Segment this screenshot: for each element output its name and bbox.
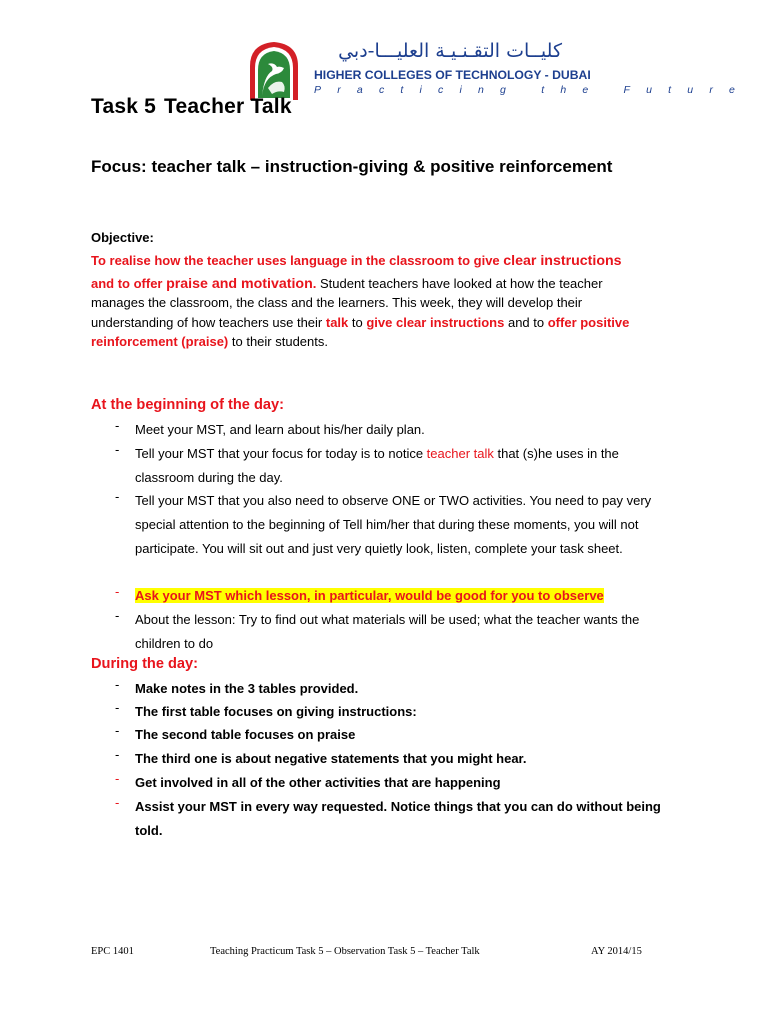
list-item-text: About the lesson: Try to find out what materials will be used; what the teacher wants the children to do bbox=[135, 612, 640, 651]
objective-text: . bbox=[312, 276, 320, 291]
bullet-dash: - bbox=[115, 677, 120, 692]
objective-text: Student teachers have looked at how the teacher bbox=[319, 276, 603, 291]
objective-text: understanding of how teachers use their bbox=[91, 315, 326, 330]
task-name: Teacher Talk bbox=[164, 95, 292, 118]
list-item-text: The third one is about negative statements that you might hear. bbox=[135, 751, 527, 766]
bullet-dash: - bbox=[115, 418, 120, 433]
objective-emphasis: offer positive bbox=[547, 315, 630, 330]
objective-emphasis: give clear instructions bbox=[366, 315, 505, 330]
objective-text: and to offer bbox=[91, 276, 167, 291]
objective-emphasis: clear instructions bbox=[503, 253, 622, 269]
section-heading-beginning: At the beginning of the day: bbox=[91, 397, 284, 413]
objective-emphasis: talk bbox=[325, 315, 349, 330]
list-item-text: Make notes in the 3 tables provided. bbox=[135, 681, 359, 696]
objective-emphasis: reinforcement (praise) bbox=[91, 334, 229, 349]
footer-academic-year: AY 2014/15 bbox=[591, 946, 642, 957]
objective-text: to bbox=[348, 315, 367, 330]
bullet-dash: - bbox=[115, 442, 120, 457]
bullet-dash: - bbox=[115, 723, 120, 738]
bullet-dash: - bbox=[115, 795, 120, 810]
footer-title: Teaching Practicum Task 5 – Observation Task 5 – Teacher Talk bbox=[210, 946, 480, 957]
objective-label: Objective: bbox=[91, 230, 154, 245]
list-item-text: Assist your MST in every way requested. Notice things that you can do without being told. bbox=[135, 799, 661, 838]
list-item-text: Meet your MST, and learn about his/her daily plan. bbox=[135, 422, 425, 437]
objective-text: and to bbox=[504, 315, 548, 330]
bullet-dash: - bbox=[115, 489, 120, 504]
page-title bbox=[91, 95, 292, 119]
logo-tagline: Practicing the Future bbox=[314, 84, 752, 96]
college-emblem-icon bbox=[246, 40, 302, 102]
bullet-dash: - bbox=[115, 584, 120, 599]
list-item-text bbox=[135, 584, 665, 608]
objective-text: to their students. bbox=[228, 334, 328, 349]
bullet-dash: - bbox=[115, 771, 120, 786]
objective-line-1 bbox=[91, 253, 622, 269]
highlighted-text: Ask your MST which lesson, in particular, would be good for you to observe bbox=[135, 588, 604, 603]
objective-text: To realise how the teacher uses language in the classroom to give bbox=[91, 253, 504, 268]
list-item-text: Get involved in all of the other activities that are happening bbox=[135, 775, 501, 790]
objective-line-3: manages the classroom, the class and the learners. This week, they will develop their bbox=[91, 295, 583, 310]
footer-course-code: EPC 1401 bbox=[91, 946, 134, 957]
bullet-dash: - bbox=[115, 700, 120, 715]
task-number: Task 5 bbox=[91, 95, 157, 118]
logo-english-text: HIGHER COLLEGES OF TECHNOLOGY - DUBAI bbox=[314, 68, 591, 82]
objective-line-2 bbox=[91, 276, 603, 292]
list-item-text: The second table focuses on praise bbox=[135, 727, 356, 742]
objective-emphasis: praise and motivation bbox=[166, 276, 313, 292]
objective-line-4 bbox=[91, 315, 629, 330]
list-item-text: Tell your MST that you also need to observe ONE or TWO activities. You need to pay very special attention to the beginning of Tell him/her that during these moments, you will not participate. You will sit out and just very quietly look, listen, complete your task sheet. bbox=[135, 493, 652, 556]
bullet-dash: - bbox=[115, 608, 120, 623]
focus-heading: Focus: teacher talk – instruction-giving & positive reinforcement bbox=[91, 157, 613, 176]
list-item-text: The first table focuses on giving instructions: bbox=[135, 704, 417, 719]
bullet-dash: - bbox=[115, 747, 120, 762]
logo-arabic-text: كليــات التقـنـيـة العليـــا-دبي bbox=[338, 40, 562, 62]
list-item-text: Tell your MST that your focus for today is to notice teacher talk that (s)he uses in the classroom during the day. bbox=[135, 446, 619, 485]
objective-line-5 bbox=[91, 334, 328, 349]
section-heading-during: During the day: bbox=[91, 656, 199, 672]
